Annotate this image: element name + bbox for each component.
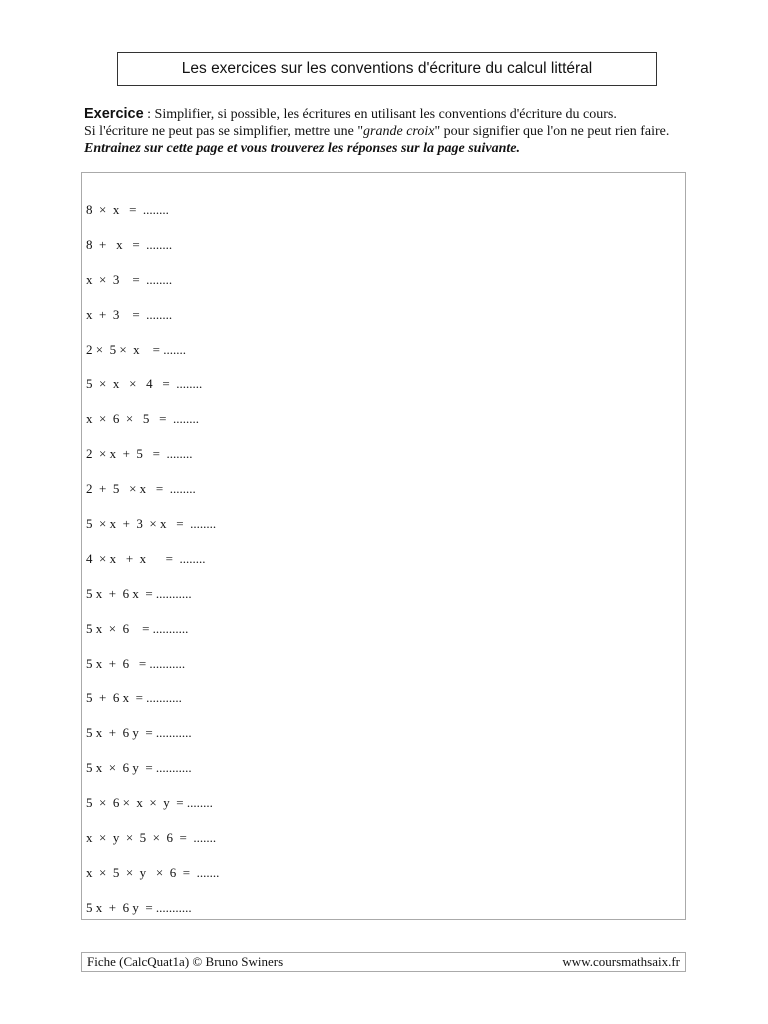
exercise-item: 5 × x × 4 = ........ bbox=[86, 376, 203, 392]
exercise-item: 5 x + 6 x = ........... bbox=[86, 585, 192, 601]
instruction-line-2 bbox=[84, 123, 704, 140]
exercise-item: 4 × x + x = ........ bbox=[86, 550, 206, 566]
exercise-item: x + 3 = ........ bbox=[86, 306, 173, 322]
instructions bbox=[84, 106, 704, 157]
exercise-item: x × y × 5 × 6 = ....... bbox=[86, 830, 217, 846]
instruction-line-3: Entrainez sur cette page et vous trouverez les réponses sur la page suivante. bbox=[84, 141, 520, 156]
instruction-text-2b: " pour signifier que l'on ne peut rien faire. bbox=[434, 124, 670, 139]
instruction-text-2-emphasis: grande croix bbox=[363, 124, 435, 139]
exercise-item: 5 x × 6 = ........... bbox=[86, 620, 189, 636]
instruction-text-2a: Si l'écriture ne peut pas se simplifier, mettre une " bbox=[84, 124, 364, 139]
exercise-item: 2 × 5 × x = ....... bbox=[86, 341, 186, 357]
footer-credit: Fiche (CalcQuat1a) © Bruno Swiners bbox=[87, 954, 284, 969]
exercise-item: 8 + x = ........ bbox=[86, 236, 173, 252]
worksheet-title-text: Les exercices sur les conventions d'écriture du calcul littéral bbox=[181, 60, 593, 77]
exercise-box bbox=[81, 172, 686, 920]
exercise-label: Exercice bbox=[84, 106, 144, 122]
exercise-item: 5 x + 6 = ........... bbox=[86, 655, 186, 671]
footer bbox=[81, 952, 686, 972]
exercise-item: x × 6 × 5 = ........ bbox=[86, 411, 199, 427]
exercise-item: 5 x × 6 y = ........... bbox=[86, 760, 192, 776]
exercise-item: 8 × x = ........ bbox=[86, 202, 169, 217]
exercise-item: 5 × x + 3 × x = ........ bbox=[86, 516, 217, 532]
exercise-item: 2 × x + 5 = ........ bbox=[86, 446, 193, 462]
exercise-item: 5 x + 6 y = ........... bbox=[86, 899, 192, 915]
exercise-item: 5 × 6 × x × y = ........ bbox=[86, 795, 213, 811]
exercise-item: 5 x + 6 y = ........... bbox=[86, 725, 192, 741]
exercise-item: 2 + 5 × x = ........ bbox=[86, 481, 196, 497]
exercise-item: x × 5 × y × 6 = ....... bbox=[86, 864, 220, 880]
footer-website: www.coursmathsaix.fr bbox=[562, 954, 680, 969]
instruction-line-1 bbox=[84, 106, 704, 123]
exercise-item: x × 3 = ........ bbox=[86, 271, 173, 287]
instruction-text-1: : Simplifier, si possible, les écritures en utilisant les conventions d'écriture du cours. bbox=[143, 107, 617, 122]
worksheet-title bbox=[117, 52, 657, 86]
exercise-list bbox=[86, 202, 676, 935]
exercise-item: 5 + 6 x = ........... bbox=[86, 690, 182, 706]
